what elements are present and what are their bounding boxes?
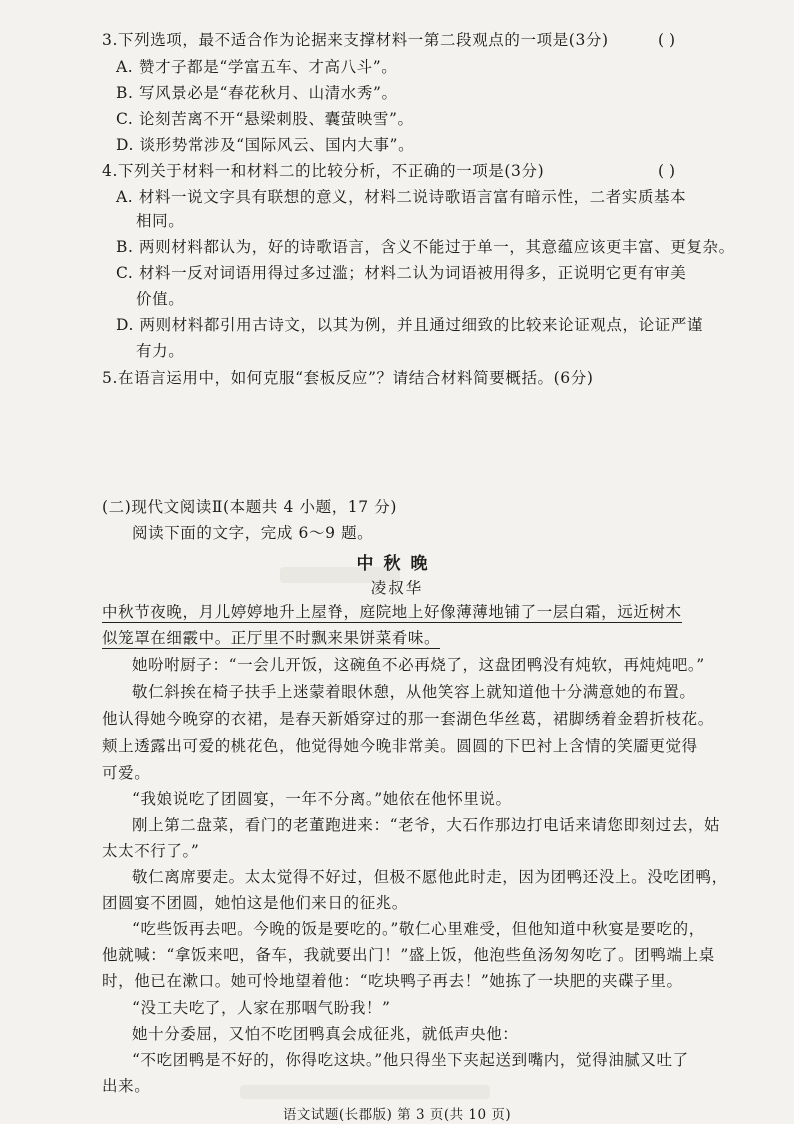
- story-line-2: [102, 628, 440, 648]
- q4-option-a: A. 材料一说文字具有联想的意义，材料二说诗歌语言富有暗示性，二者实质基本: [116, 188, 687, 206]
- underlined-text: 似笼罩在细霰中。正厅里不时飘来果饼菜肴味。: [102, 629, 441, 647]
- q3-option-c: C. 论刻苦离不开“悬梁刺股、囊萤映雪”。: [116, 110, 414, 128]
- story-line-5: 他认得她今晚穿的衣裙，是春天新婚穿过的那一套湖色华丝葛，裙脚绣着金碧折枝花。: [102, 710, 714, 728]
- underlined-text: 中秋节夜晚，月儿婷婷地升上屋脊，庭院地上好像薄薄地铺了一层白霜，远近树木: [102, 603, 682, 621]
- story-line-17: 她十分委屈，又怕不吃团鸭真会成征兆，就低声央他：: [132, 1025, 519, 1043]
- section2-heading: (二)现代文阅读Ⅱ(本题共 4 小题，17 分): [102, 498, 397, 516]
- q4-option-d-cont: 有力。: [136, 342, 185, 360]
- q3-option-b: B. 写风景必是“春花秋月、山清水秀”。: [116, 84, 398, 102]
- story-line-10: 太太不行了。”: [102, 842, 200, 860]
- q4-option-a-cont: 相同。: [136, 212, 185, 230]
- page-footer: 语文试题(长郡版) 第 3 页(共 10 页): [282, 1107, 512, 1123]
- story-line-12: 团圆宴不团圆，她怕这是他们来日的征兆。: [102, 894, 408, 912]
- q3-stem: 3.下列选项，最不适合作为论据来支撑材料一第二段观点的一项是(3分): [102, 31, 609, 49]
- story-line-19: 出来。: [102, 1077, 151, 1095]
- story-line-18: “不吃团鸭是不好的，你得吃这块。”他只得坐下夹起送到嘴内，觉得油腻又吐了: [132, 1051, 689, 1069]
- story-line-6: 颊上透露出可爱的桃花色，他觉得她今晚非常美。圆圆的下巴衬上含情的笑靥更觉得: [102, 737, 698, 755]
- story-line-4: 敬仁斜挨在椅子扶手上迷蒙着眼休憩，从他笑容上就知道他十分满意她的布置。: [132, 683, 696, 701]
- story-line-14: 他就喊：“拿饭来吧，备车，我就要出门！”盛上饭，他泡些鱼汤匆匆吃了。团鸭端上桌: [102, 946, 715, 964]
- story-line-9: 刚上第二盘菜，看门的老董跑进来：“老爷，大石作那边打电话来请您即刻过去，姑: [132, 816, 721, 834]
- story-line-8: “我娘说吃了团圆宴，一年不分离。”她依在他怀里说。: [132, 790, 512, 808]
- story-line-13: “吃些饭再去吧。今晚的饭是要吃的。”敬仁心里难受，但他知道中秋宴是要吃的，: [132, 920, 705, 938]
- q4-option-d: D. 两则材料都引用古诗文，以其为例，并且通过细致的比较来论证观点，论证严谨: [116, 316, 704, 334]
- q3-answer-paren: ( ): [658, 31, 676, 49]
- q4-option-b: B. 两则材料都认为，好的诗歌语言，含义不能过于单一，其意蕴应该更丰富、更复杂。: [116, 238, 735, 256]
- q4-option-c: C. 材料一反对词语用得过多过滥；材料二认为词语被用得多，正说明它更有审美: [116, 264, 687, 282]
- story-author: 凌叔华: [370, 579, 424, 597]
- section2-instruction: 阅读下面的文字，完成 6～9 题。: [132, 524, 374, 542]
- q4-option-c-cont: 价值。: [136, 290, 185, 308]
- q3-option-d: D. 谈形势常涉及“国际风云、国内大事”。: [116, 136, 415, 154]
- q5-stem: 5.在语言运用中，如何克服“套板反应”？请结合材料简要概括。(6分): [102, 369, 594, 387]
- q4-stem: 4.下列关于材料一和材料二的比较分析，不正确的一项是(3分): [102, 162, 545, 180]
- q3-option-a: A. 赞才子都是“学富五车、才高八斗”。: [116, 58, 398, 76]
- story-line-3: 她吩咐厨子：“一会儿开饭，这碗鱼不必再烧了，这盘团鸭没有炖软，再炖炖吧。”: [132, 656, 705, 674]
- story-line-15: 时，他已在漱口。她可怜地望着他：“吃块鸭子再去！”她拣了一块肥的夹碟子里。: [102, 972, 683, 990]
- story-title: 中秋晚: [356, 554, 438, 574]
- story-line-1: [102, 602, 682, 622]
- story-line-7: 可爱。: [102, 764, 151, 782]
- story-line-11: 敬仁离席要走。太太觉得不好过，但极不愿他此时走，因为团鸭还没上。没吃团鸭，: [132, 868, 728, 886]
- scan-smudge: [240, 1085, 490, 1099]
- q4-answer-paren: ( ): [658, 162, 676, 180]
- story-line-16: “没工夫吃了，人家在那咽气盼我！”: [132, 999, 391, 1017]
